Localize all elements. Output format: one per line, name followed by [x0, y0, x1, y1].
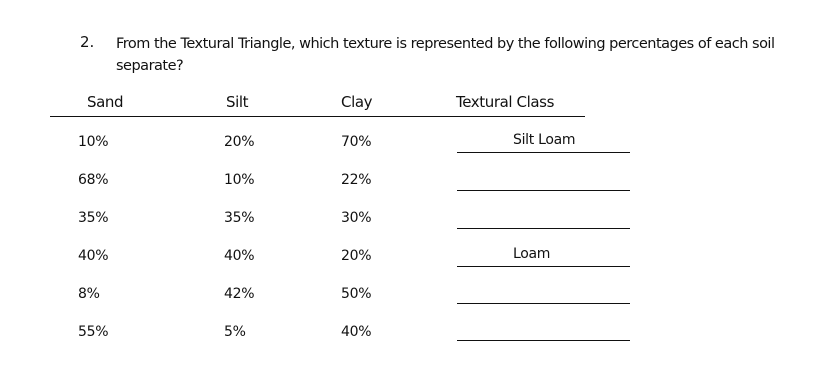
cell-clay: 22% [341, 172, 372, 188]
column-header-silt: Silt [226, 93, 249, 111]
header-rule [50, 116, 585, 117]
answer-line[interactable] [457, 340, 630, 341]
cell-clay: 30% [341, 210, 372, 226]
cell-silt: 20% [224, 134, 255, 150]
cell-sand: 10% [78, 134, 109, 150]
answer-line[interactable] [457, 228, 630, 229]
cell-silt: 42% [224, 286, 255, 302]
column-header-sand: Sand [87, 93, 124, 111]
answer-line[interactable] [457, 152, 630, 153]
cell-clay: 40% [341, 324, 372, 340]
cell-sand: 8% [78, 286, 100, 302]
cell-silt: 35% [224, 210, 255, 226]
cell-clay: 50% [341, 286, 372, 302]
cell-sand: 35% [78, 210, 109, 226]
cell-clay: 20% [341, 248, 372, 264]
question-number: 2. [80, 33, 95, 51]
cell-sand: 55% [78, 324, 109, 340]
cell-silt: 5% [224, 324, 246, 340]
column-header-textural-class: Textural Class [456, 93, 555, 111]
answer-line[interactable] [457, 266, 630, 267]
answer-line[interactable] [457, 190, 630, 191]
cell-silt: 10% [224, 172, 255, 188]
cell-sand: 68% [78, 172, 109, 188]
cell-clay: 70% [341, 134, 372, 150]
answer-text: Loam [513, 246, 551, 262]
cell-silt: 40% [224, 248, 255, 264]
cell-sand: 40% [78, 248, 109, 264]
answer-line[interactable] [457, 303, 630, 304]
column-header-clay: Clay [341, 93, 373, 111]
question-text: From the Textural Triangle, which texture is represented by the following percentages of each soil separate? [116, 36, 775, 74]
answer-text: Silt Loam [513, 132, 576, 148]
